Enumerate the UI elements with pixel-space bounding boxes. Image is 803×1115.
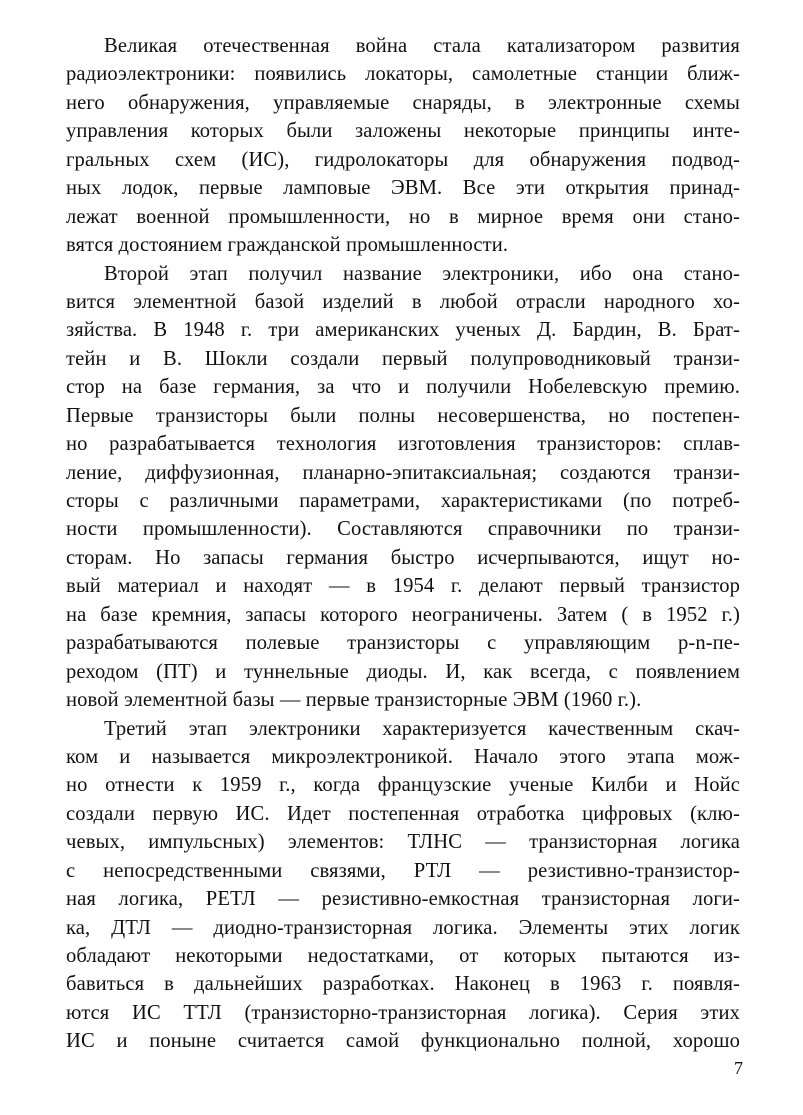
paragraph-1 bbox=[66, 32, 740, 260]
text-line: Второй этап получил название электроники, ибо она стано- bbox=[104, 262, 740, 285]
text-line: новой элементной базы — первые транзисторные ЭВМ (1960 г.). bbox=[66, 689, 642, 712]
text-line: с непосредственными связями, РТЛ — резистивно-транзистор- bbox=[66, 859, 740, 882]
text-line: него обнаружения, управляемые снаряды, в электронные схемы bbox=[66, 91, 740, 114]
text-line: ности промышленности). Составляются справочники по транзи- bbox=[66, 518, 740, 541]
text-line: ка, ДТЛ — диодно-транзисторная логика. Элементы этих логик bbox=[66, 916, 740, 939]
text-line: реходом (ПТ) и туннельные диоды. И, как всегда, с появлением bbox=[66, 660, 740, 683]
text-line: вый материал и находят — в 1954 г. делают первый транзистор bbox=[66, 575, 740, 598]
paragraph-2 bbox=[66, 260, 740, 715]
paragraph-3 bbox=[66, 715, 740, 1056]
text-line: чевых, импульсных) элементов: ТЛНС — транзисторная логика bbox=[66, 831, 740, 854]
text-line: Первые транзисторы были полны несовершенства, но постепен- bbox=[66, 404, 740, 427]
text-line: разрабатываются полевые транзисторы с управляющим p-n-пе- bbox=[66, 632, 740, 655]
text-line: ная логика, РЕТЛ — резистивно-емкостная транзисторная логи- bbox=[66, 888, 740, 911]
text-line: ных лодок, первые ламповые ЭВМ. Все эти открытия принад- bbox=[66, 177, 740, 200]
text-line: но отнести к 1959 г., когда французские ученые Килби и Нойс bbox=[66, 774, 740, 797]
text-line: ИС и поныне считается самой функционально полной, хорошо bbox=[66, 1030, 740, 1053]
text-line: Третий этап электроники характеризуется качественным скач- bbox=[104, 717, 740, 740]
text-line: бавиться в дальнейших разработках. Наконец в 1963 г. появля- bbox=[66, 973, 740, 996]
text-line: стор на базе германия, за что и получили Нобелевскую премию. bbox=[66, 376, 740, 399]
text-line: создали первую ИС. Идет постепенная отработка цифровых (клю- bbox=[66, 802, 740, 825]
text-line: тейн и В. Шокли создали первый полупроводниковый транзи- bbox=[66, 347, 740, 370]
text-line: но разрабатывается технология изготовления транзисторов: сплав- bbox=[66, 433, 740, 456]
page-body bbox=[66, 32, 740, 1056]
text-line: зяйства. В 1948 г. три американских ученых Д. Бардин, В. Брат- bbox=[66, 319, 740, 342]
text-line: Великая отечественная война стала катализатором развития bbox=[104, 35, 740, 57]
text-line: вятся достоянием гражданской промышленности. bbox=[66, 234, 509, 257]
page-number: 7 bbox=[734, 1058, 743, 1078]
text-line: ются ИС ТТЛ (транзисторно-транзисторная логика). Серия этих bbox=[66, 1001, 740, 1024]
text-line: на базе кремния, запасы которого неограничены. Затем ( в 1952 г.) bbox=[66, 603, 740, 626]
text-line: сторы с различными параметрами, характеристиками (по потреб- bbox=[66, 490, 740, 512]
text-line: ком и называется микроэлектроникой. Начало этого этапа мож- bbox=[66, 745, 740, 768]
text-line: обладают некоторыми недостатками, от которых пытаются из- bbox=[66, 945, 740, 967]
text-line: вится элементной базой изделий в любой отрасли народного хо- bbox=[66, 290, 740, 313]
text-line: лежат военной промышленности, но в мирное время они стано- bbox=[66, 205, 740, 228]
text-line: сторам. Но запасы германия быстро исчерпываются, ищут но- bbox=[66, 546, 740, 569]
text-line: ление, диффузионная, планарно-эпитаксиальная; создаются транзи- bbox=[66, 461, 740, 484]
text-line: радиоэлектроники: появились локаторы, самолетные станции ближ- bbox=[66, 63, 740, 86]
text-line: управления которых были заложены некоторые принципы инте- bbox=[66, 120, 740, 143]
text-line: гральных схем (ИС), гидролокаторы для обнаружения подвод- bbox=[66, 148, 740, 171]
